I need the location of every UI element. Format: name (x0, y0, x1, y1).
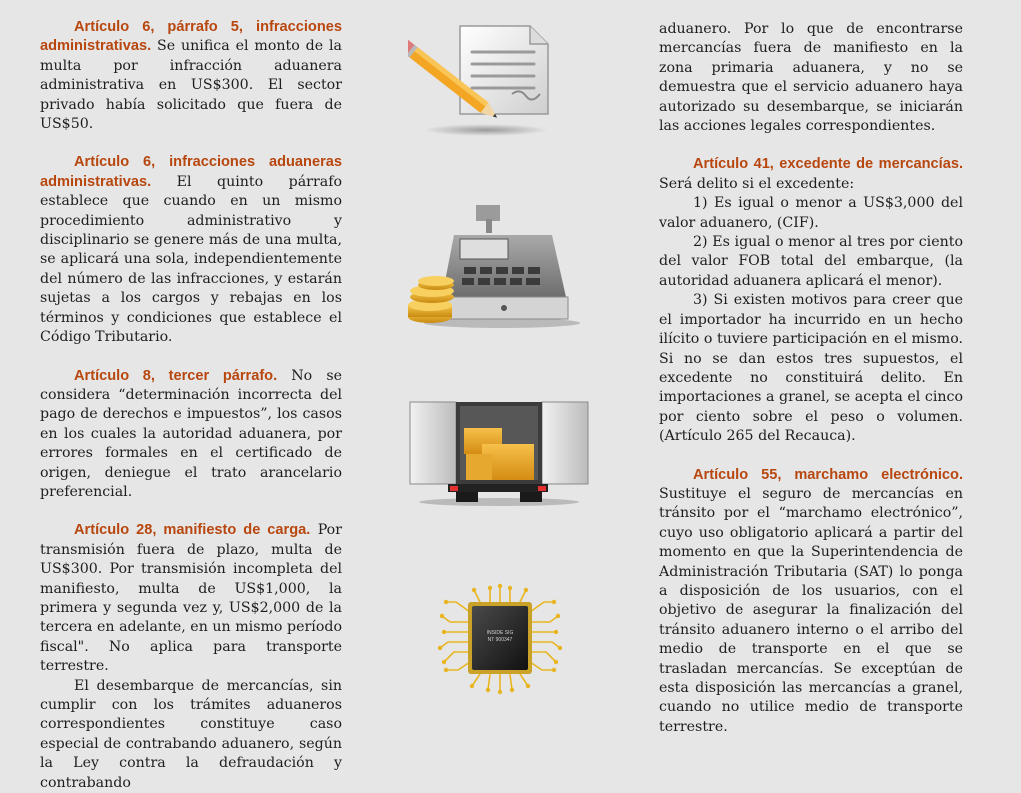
section-body: Por transmisión fuera de plazo, multa de US$300. Por transmisión incompleta del manifiesto, multa de US$1,000, la primera y segunda vez y, US$2,000 de la tercera en adelante, en un mismo período fiscal". No aplica para transporte terrestre. (40, 522, 342, 675)
chip-label-2: NT 900347 (487, 637, 513, 643)
left-column (40, 18, 342, 793)
truck-cargo-icon (408, 398, 590, 508)
section-articulo-8 (40, 367, 342, 503)
section-heading: Artículo 28, manifiesto de carga. (74, 522, 311, 539)
section-body: El quinto párrafo establece que cuando en un mismo procedimiento administrativo y disciplinario se genere más de una multa, se aplicará una sola, independientemente del número de las infracciones, y estarán sujetas a los cargos y rebajas en los términos y condiciones que establece el Código Tributario. (40, 173, 342, 346)
chip-label: INSIDE SIG (486, 630, 514, 636)
section-articulo-41 (659, 155, 963, 194)
section-articulo-6-parrafo-5 (40, 18, 342, 134)
section-body: Será delito si el excedente: (659, 175, 855, 192)
section-heading: Artículo 55, marchamo electrónico. (693, 466, 963, 483)
section-paragraph: El desembarque de mercancías, sin cumplir con los trámites aduaneros correspondientes constituye caso especial de contrabando aduanero, según la Ley contra la defraudación y contrabando (40, 677, 342, 791)
list-item: 3) Si existen motivos para creer que el importador ha incurrido en un hecho ilícito o tuviere participación en el mismo. Si no se dan estos tres supuestos, el excedente no constituirá delito. En importaciones a granel, se acepta el cinco por ciento sobre el peso o volumen. (Artículo 265 del Recauca). (659, 292, 963, 445)
section-heading: Artículo 41, excedente de mercancías. (693, 156, 963, 173)
section-articulo-28 (40, 521, 342, 676)
cash-register-icon (402, 205, 582, 330)
document-pencil-icon (408, 18, 558, 138)
continued-paragraph: aduanero. Por lo que de encontrarse mercancías fuera de manifiesto en la zona primaria aduanera, y no se demuestra que el servicio aduanero haya autorizado su desembarque, se iniciarán las acciones legales correspondientes. (659, 21, 963, 135)
section-articulo-6 (40, 153, 342, 347)
list-item: 1) Es igual o menor a US$3,000 del valor aduanero, (CIF). (659, 195, 963, 231)
section-heading: Artículo 8, tercer párrafo. (74, 367, 278, 384)
list-item: 2) Es igual o menor al tres por ciento del valor FOB total del embarque, (la autoridad aduanera aplicará el menor). (659, 234, 963, 289)
section-body: Se unifica el monto de la multa por infracción aduanera administrativa en US$300. El sector privado había solicitado que fuera de US$50. (40, 38, 342, 133)
section-heading: Artículo 6, párrafo 5, infracciones administrativas. (40, 19, 342, 55)
section-articulo-55 (659, 466, 963, 738)
microchip-icon (420, 582, 580, 702)
section-heading: Artículo 6, infracciones aduaneras administrativas. (40, 154, 342, 190)
section-body: No se considera “determinación incorrecta del pago de derechos e impuestos”, los casos en los cuales la autoridad aduanera, por errores formales en el certificado de origen, deniegue el trato arancelario preferencial. (40, 367, 342, 500)
right-column (659, 20, 963, 737)
section-body: Sustituye el seguro de mercancías en tránsito por el “marchamo electrónico”, cuyo uso obligatorio aplicará a partir del momento en que la Superintendencia de Administración Tributaria (SAT) lo ponga a disposición de los usuarios, con el objetivo de asegurar la finalización del tránsito aduanero interno o el arribo del medio de transporte en el que se trasladan mercancías. Se exceptúan de esta disposición las mercancías a granel, cuando no utilice medio de transporte terrestre. (659, 485, 963, 735)
